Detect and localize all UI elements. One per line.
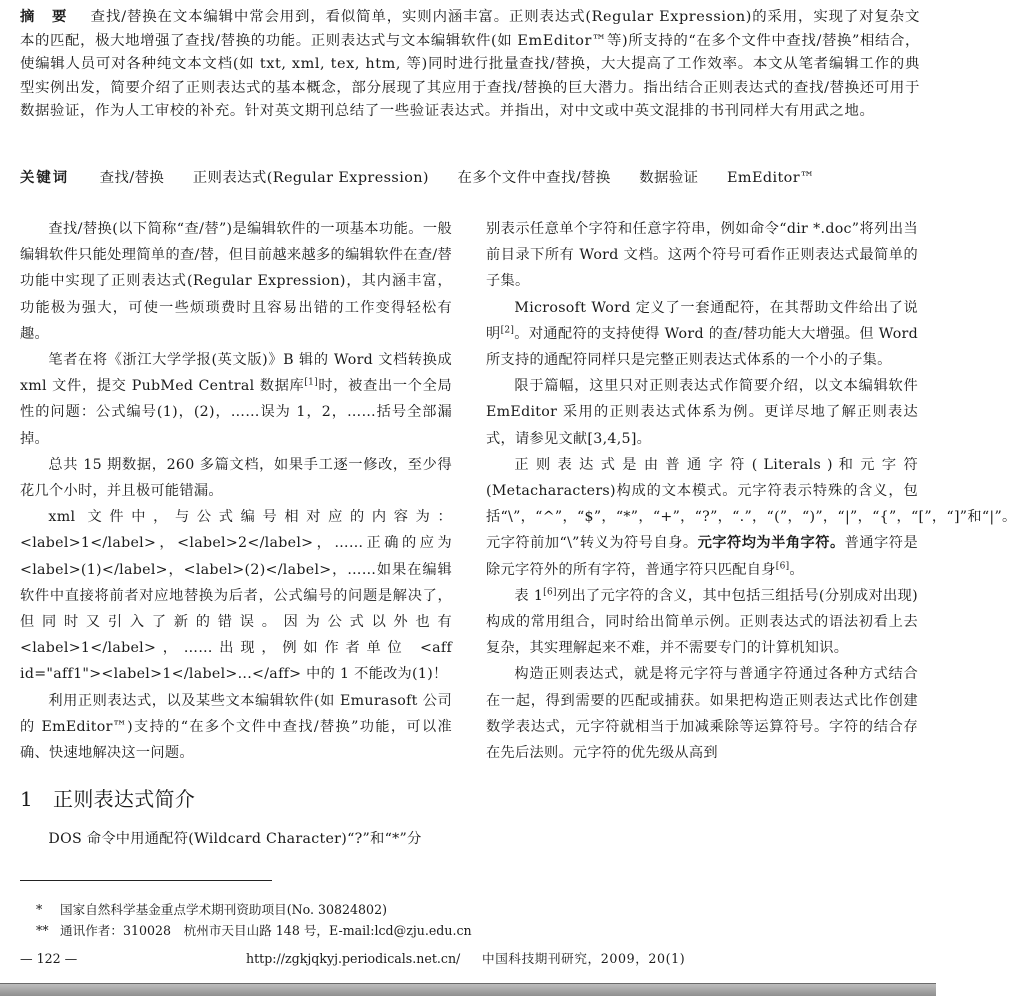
citation-ref: [6]	[775, 560, 790, 571]
footnote	[36, 922, 472, 940]
paragraph-text: Microsoft Word 定义了一套通配符，在其帮助文件给出了说明	[486, 299, 918, 342]
footnote-divider	[20, 880, 272, 881]
right-column	[486, 216, 1017, 766]
keyword-term: 正则表达式(Regular Expression)	[192, 170, 429, 186]
keyword-term: 查找/替换	[99, 170, 165, 186]
section-heading	[20, 786, 452, 812]
bold-statement: 元字符均为半角字符。	[697, 535, 845, 552]
abstract-label: 摘 要	[20, 9, 73, 25]
paragraph-text: 笔者在将《浙江大学学报(英文版)》B 辑的 Word 文档转换成 xml 文件，提交 PubMed Central 数据库	[20, 352, 452, 395]
footnote	[36, 901, 387, 919]
keyword-term: 在多个文件中查找/替换	[457, 170, 611, 186]
citation-ref: [2]	[500, 325, 515, 336]
viewer-bottom-bar	[0, 983, 936, 996]
abstract-block	[20, 6, 920, 124]
left-column	[20, 216, 452, 852]
paragraph: 构造正则表达式，就是将元字符与普通字符通过各种方式结合在一起，得到需要的匹配或捕获。如果把构造正则表达式比作创建数学表达式，元字符就相当于加减乘除等运算符号。字符的结合存在先后法则。元字符的优先级从高到	[486, 666, 918, 762]
citation-ref: [6]	[543, 587, 557, 598]
paragraph: DOS 命令中用通配符(Wildcard Character)“?”和“*”分	[48, 831, 422, 848]
section-title: 正则表达式简介	[53, 787, 196, 812]
paragraph-text: 。	[789, 561, 804, 578]
keyword-term: 数据验证	[639, 170, 699, 186]
paragraph-text: 。对通配符的支持使得 Word 的查/替功能大大增强。但 Word 所支持的通配符同样只是完整正则表达式体系的一个小的子集。	[486, 325, 918, 369]
paragraph: 限于篇幅，这里只对正则表达式作简要介绍，以文本编辑软件 EmEditor 采用的正则表达式体系为例。更详尽地了解正则表达式，请参见文献[3,4,5]。	[486, 378, 918, 447]
footnote-mark: *	[36, 902, 43, 917]
paragraph	[486, 583, 918, 662]
keyword-term: EmEditor™	[727, 170, 815, 186]
paragraph: 查找/替换(以下简称“查/替”)是编辑软件的一项基本功能。一般编辑软件只能处理简单的查/替，但目前越来越多的编辑软件在查/替功能中实现了正则表达式(Regular Expression)，其内涵丰富，功能极为强大，可使一些烦琐费时且容易出错的工作变得轻松有趣。	[20, 221, 452, 342]
paragraph-text: 正 则 表 达 式 是 由 普 通 字 符 ( Literals ) 和 元 字 符 (Metacharacters)构成的文本模式。元字符表示特殊的含义，包括“\”，“^”，“$”，“*”，“+”，“?”，“.”，“(”，“)”，“|”，“{”，“[”，“]”和“|”。元字符前加“\”转义为符号自身。	[486, 456, 1017, 552]
citation-ref: [1]	[304, 377, 319, 388]
abstract-text: 查找/替换在文本编辑中常会用到，看似简单，实则内涵丰富。正则表达式(Regular Expression)的采用，实现了对复杂文本的匹配，极大地增强了查找/替换的功能。正则表达式与文本编辑软件(如 EmEditor™等)所支持的“在多个文件中查找/替换”相结合，使编辑人员可对各种纯文本文档(如 txt, xml, tex, htm, 等)同时进行批量查找/替换，大大提高了工作效率。本文从笔者编辑工作的典型实例出发，简要介绍了正则表达式的基本概念，部分展现了其应用于查找/替换的巨大潜力。指出结合正则表达式的查找/替换还可用于数据验证，作为人工审校的补充。针对英文期刊总结了一些验证表达式。并指出，对中文或中英文混排的书刊同样大有用武之地。	[20, 9, 921, 120]
paragraph-text: 列出了元字符的含义，其中包括三组括号(分别成对出现)构成的常用组合，同时给出简单示例。正则表达式的语法初看上去复杂，其实理解起来不难，并不需要专门的计算机知识。	[486, 587, 918, 657]
paragraph: xml 文件中，与公式编号相对应的内容为：<label>1</label>，<label>2</label>，……正确的应为 <label>(1)</label>，<label>(2)</label>，……如果在编辑软件中直接将前者对应地替换为后者，公式编号的问题是解决了，但同时又引入了新的错误。因为公式以外也有 <label>1</label>，……出现，例如作者单位 <aff id="aff1"><label>1</label>...</aff> 中的 1 不能改为(1)！	[20, 509, 452, 683]
paragraph: 总共 15 期数据，260 多篇文档，如果手工逐一修改，至少得花几个小时，并且极可能错漏。	[20, 456, 452, 500]
journal-citation: 中国科技期刊研究，2009，20(1)	[482, 951, 686, 966]
footnote-text: 通讯作者：310028 杭州市天目山路 148 号，E-mail:lcd@zju.edu.cn	[60, 923, 472, 938]
section-number: 1	[20, 787, 34, 812]
paragraph-text: 普通字符是除元字符外的所有字符，普通字符只匹配自身	[486, 535, 918, 578]
paragraph	[20, 347, 452, 452]
keywords-label: 关键词	[20, 170, 70, 186]
paragraph	[486, 295, 918, 374]
paragraph: 别表示任意单个字符和任意字符串，例如命令“dir *.doc”将列出当前目录下所有 Word 文档。这两个符号可看作正则表达式最简单的子集。	[486, 221, 918, 290]
paragraph-text: 时，被查出一个全局性的问题：公式编号(1)，(2)，……误为 1，2，……括号全部漏掉。	[20, 378, 452, 447]
paragraph: 利用正则表达式，以及某些文本编辑软件(如 Emurasoft 公司的 EmEditor™)支持的“在多个文件中查找/替换”功能，可以准确、快速地解决这一问题。	[20, 692, 452, 762]
paragraph	[486, 452, 1017, 583]
paragraph-text: 表 1	[514, 587, 544, 604]
journal-url: http://zgkjqkyj.periodicals.net.cn/	[246, 951, 461, 966]
footnote-mark: **	[36, 923, 49, 938]
keywords-block	[20, 166, 920, 190]
footnote-text: 国家自然科学基金重点学术期刊资助项目(No. 30824802)	[60, 902, 388, 917]
page-number: — 122 —	[20, 951, 78, 966]
